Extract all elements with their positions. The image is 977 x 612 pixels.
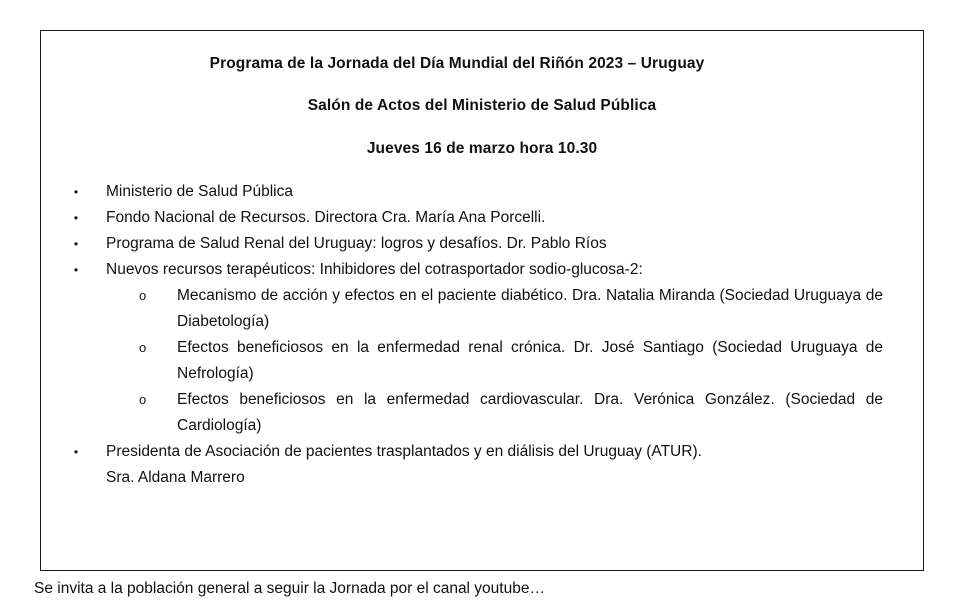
list-item-text: Nuevos recursos terapéuticos: Inhibidores del cotrasportador sodio-glucosa-2: [106,261,643,278]
sub-list-item-text: Mecanismo de acción y efectos en el paciente diabético. Dra. Natalia Miranda (Sociedad Uruguaya de Diabetología) [177,287,883,330]
list-item [41,205,923,231]
list-item-continuation: Sra. Aldana Marrero [106,469,245,486]
sub-list-item-text: Efectos beneficiosos en la enfermedad renal crónica. Dr. José Santiago (Sociedad Uruguaya de Nefrología) [177,339,883,382]
bullet-icon: • [73,211,79,225]
date-time-heading: Jueves 16 de marzo hora 10.30 [366,140,598,157]
bullet-icon: • [73,263,79,277]
bullet-icon: • [73,185,79,199]
sub-list-item [139,283,883,335]
list-item [41,231,923,257]
program-list [41,179,923,491]
circle-bullet-icon: o [139,340,147,355]
venue-heading: Salón de Actos del Ministerio de Salud Pública [307,97,657,114]
bullet-icon: • [73,445,79,459]
list-item-text: Presidenta de Asociación de pacientes trasplantados y en diálisis del Uruguay (ATUR). [106,443,702,460]
program-box [40,30,924,571]
footer-note: Se invita a la población general a seguir la Jornada por el canal youtube… [34,580,545,597]
sub-list [106,283,883,439]
list-item-text: Ministerio de Salud Pública [106,183,293,200]
sub-list-item-text: Efectos beneficiosos en la enfermedad cardiovascular. Dra. Verónica González. (Sociedad de Cardiología) [177,391,883,434]
circle-bullet-icon: o [139,288,147,303]
sub-list-item [139,387,883,439]
list-item-text: Programa de Salud Renal del Uruguay: logros y desafíos. Dr. Pablo Ríos [106,235,607,252]
program-title: Programa de la Jornada del Día Mundial del Riñón 2023 – Uruguay [209,55,705,72]
sub-list-item [139,335,883,387]
circle-bullet-icon: o [139,392,147,407]
list-item [41,439,923,491]
list-item [41,179,923,205]
list-item [41,257,923,439]
bullet-icon: • [73,237,79,251]
list-item-text: Fondo Nacional de Recursos. Directora Cra. María Ana Porcelli. [106,209,546,226]
